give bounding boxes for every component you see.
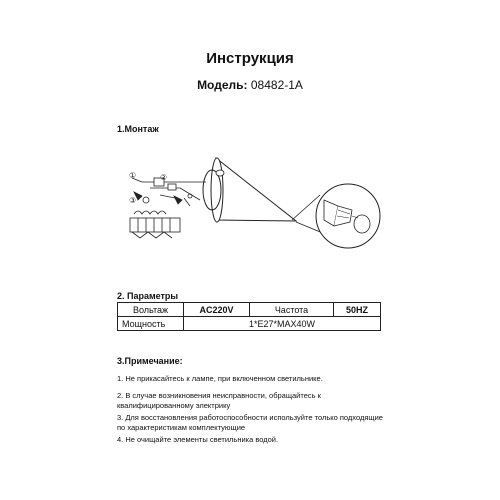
bulb-detail-circle: [316, 184, 380, 248]
callout-2: ②: [160, 173, 168, 182]
model-label: Модель:: [197, 78, 248, 92]
mounting-parts: [132, 178, 206, 206]
model-line: [0, 78, 500, 92]
voltage-label: Вольтаж: [118, 303, 184, 317]
frequency-value: 50HZ: [334, 303, 381, 317]
lamp-shade: [203, 158, 296, 222]
model-number: 08482-1A: [250, 78, 303, 92]
frequency-label: Частота: [250, 303, 334, 317]
parameters-table: [117, 302, 381, 331]
section-notes-heading: 3.Примечание:: [117, 356, 183, 366]
note-item-4: 4. Не очищайте элементы светильника водой.: [117, 435, 279, 444]
note-item-1: 1. Не прикасайтесь к лампе, при включенном светильнике.: [117, 374, 323, 383]
note-item-3: 3. Для восстановления работоспособности используйте только подходящие по характеристикам комплектующие: [117, 413, 383, 432]
voltage-value: AC220V: [184, 303, 250, 317]
callout-1: ①: [129, 171, 137, 180]
section-parameters-heading: 2. Параметры: [117, 291, 179, 301]
document-title: Инструкция: [206, 50, 294, 67]
callout-3: ③: [129, 196, 137, 205]
note-item-2: 2. В случае возникновения неисправности, обращайтесь к квалифицированному электрику: [117, 391, 321, 410]
installation-illustration: [120, 140, 390, 280]
table-row: [118, 317, 381, 331]
section-installation-heading: 1.Монтаж: [117, 124, 159, 134]
power-value: 1*E27*MAX40W: [184, 317, 381, 331]
power-label: Мощность: [118, 317, 184, 331]
table-row: [118, 303, 381, 317]
terminal-block: [130, 211, 180, 238]
